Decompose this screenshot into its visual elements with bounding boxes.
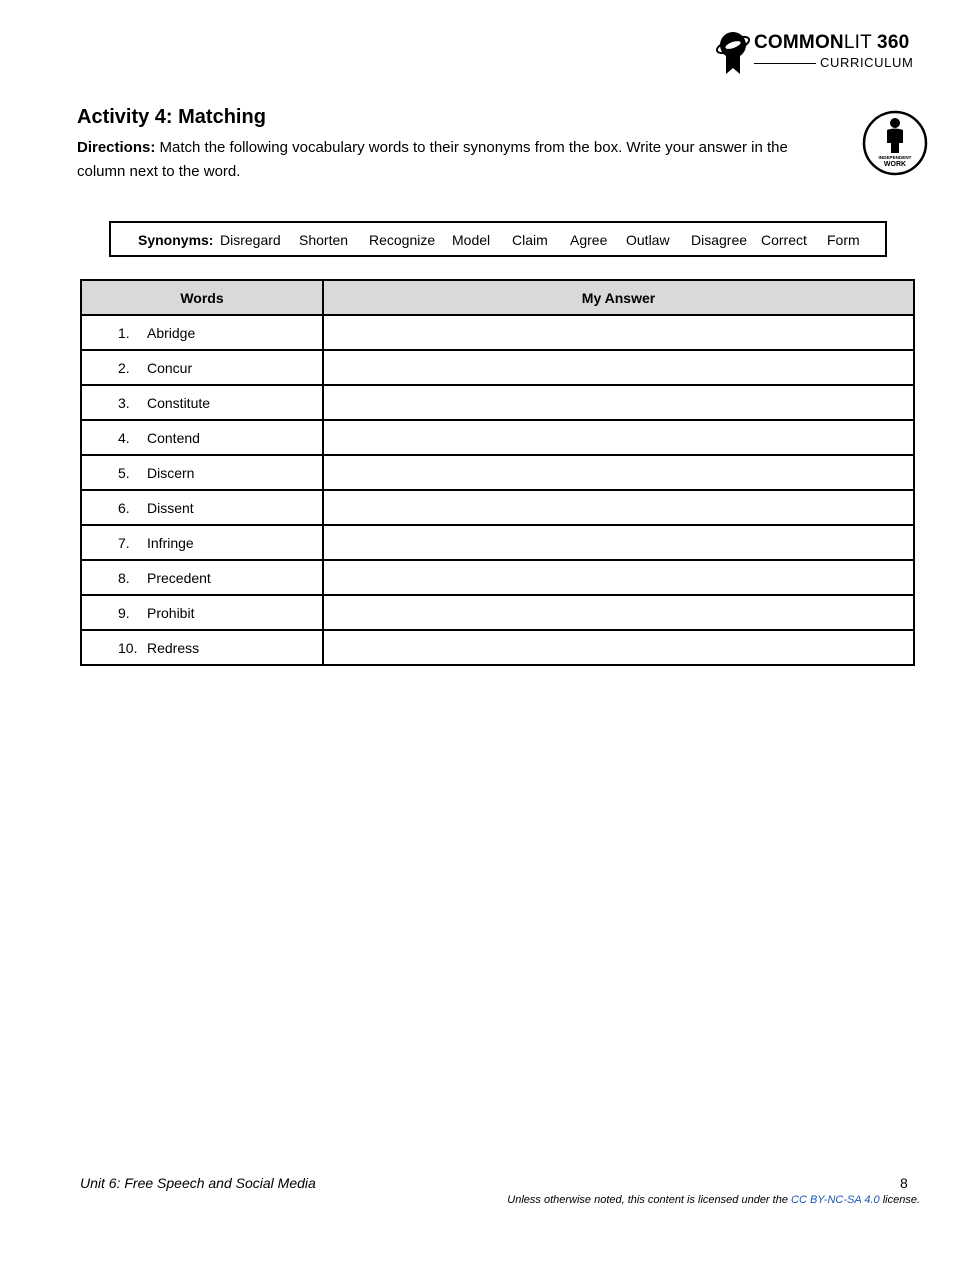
badge-line1: INDEPENDENT <box>878 155 912 160</box>
word-number: 5. <box>118 465 130 481</box>
directions-label: Directions: <box>77 139 156 156</box>
table-row <box>81 560 914 595</box>
answer-cell[interactable] <box>323 315 914 350</box>
word-cell <box>81 385 323 420</box>
activity-title: Activity 4: Matching <box>77 106 266 128</box>
synonym-word: Outlaw <box>626 232 670 248</box>
footer-unit-title: Unit 6: Free Speech and Social Media <box>80 1175 316 1191</box>
logo-wordmark: COMMONLIT 360 <box>754 32 910 53</box>
independent-work-badge <box>862 110 928 176</box>
word-label: Abridge <box>147 325 196 341</box>
commonlit-emblem-icon <box>714 28 752 76</box>
word-number: 6. <box>118 500 130 516</box>
synonym-word: Form <box>827 232 860 248</box>
word-label: Infringe <box>147 535 194 551</box>
commonlit-logo <box>714 28 924 76</box>
word-label: Dissent <box>147 500 194 516</box>
table-row <box>81 490 914 525</box>
directions-text: Match the following vocabulary words to their synonyms from the box. Write your answer in the column next to the word. <box>77 139 788 180</box>
word-number: 9. <box>118 605 130 621</box>
table-row <box>81 385 914 420</box>
word-label: Constitute <box>147 395 211 411</box>
word-label: Redress <box>147 640 200 656</box>
word-number: 4. <box>118 430 130 446</box>
license-link[interactable]: CC BY-NC-SA 4.0 <box>791 1194 880 1206</box>
answer-cell[interactable] <box>323 595 914 630</box>
word-cell <box>81 595 323 630</box>
synonym-word: Disagree <box>691 232 748 248</box>
word-label: Discern <box>147 465 195 481</box>
synonym-word: Disregard <box>220 232 281 248</box>
synonym-word: Agree <box>570 232 608 248</box>
license-note <box>507 1194 920 1206</box>
word-cell <box>81 560 323 595</box>
word-label: Precedent <box>147 570 211 586</box>
answer-cell[interactable] <box>323 630 914 665</box>
vocabulary-table <box>80 279 915 666</box>
word-cell <box>81 350 323 385</box>
logo-rule <box>754 63 816 64</box>
table-row <box>81 420 914 455</box>
answer-cell[interactable] <box>323 350 914 385</box>
synonym-word: Recognize <box>369 232 436 248</box>
word-number: 7. <box>118 535 130 551</box>
answer-cell[interactable] <box>323 490 914 525</box>
word-label: Contend <box>147 430 200 446</box>
license-prefix: Unless otherwise noted, this content is licensed under the <box>507 1194 791 1206</box>
word-number: 10. <box>118 640 138 656</box>
synonyms-label: Synonyms: <box>138 232 214 248</box>
table-header-row <box>81 280 914 315</box>
word-cell <box>81 525 323 560</box>
word-number: 1. <box>118 325 130 341</box>
answer-cell[interactable] <box>323 455 914 490</box>
badge-line2: WORK <box>883 161 907 168</box>
answer-cell[interactable] <box>323 420 914 455</box>
synonym-word: Model <box>452 232 491 248</box>
directions <box>77 136 837 184</box>
answer-cell[interactable] <box>323 560 914 595</box>
word-cell <box>81 490 323 525</box>
answer-cell[interactable] <box>323 385 914 420</box>
table-row <box>81 350 914 385</box>
word-number: 3. <box>118 395 130 411</box>
answer-cell[interactable] <box>323 525 914 560</box>
table-row <box>81 315 914 350</box>
table-row <box>81 630 914 665</box>
table-row <box>81 595 914 630</box>
synonyms-box <box>109 221 887 257</box>
word-cell <box>81 630 323 665</box>
table-row <box>81 455 914 490</box>
synonym-word: Shorten <box>299 232 349 248</box>
word-number: 2. <box>118 360 130 376</box>
header-my-answer: My Answer <box>323 280 914 315</box>
word-label: Prohibit <box>147 605 195 621</box>
word-label: Concur <box>147 360 193 376</box>
word-cell <box>81 315 323 350</box>
word-cell <box>81 455 323 490</box>
synonym-word: Claim <box>512 232 548 248</box>
word-number: 8. <box>118 570 130 586</box>
header-words: Words <box>81 280 323 315</box>
logo-subtitle: CURRICULUM <box>820 55 914 70</box>
page-number: 8 <box>900 1175 908 1191</box>
word-cell <box>81 420 323 455</box>
license-suffix: license. <box>879 1194 920 1206</box>
synonym-word: Correct <box>761 232 807 248</box>
table-row <box>81 525 914 560</box>
